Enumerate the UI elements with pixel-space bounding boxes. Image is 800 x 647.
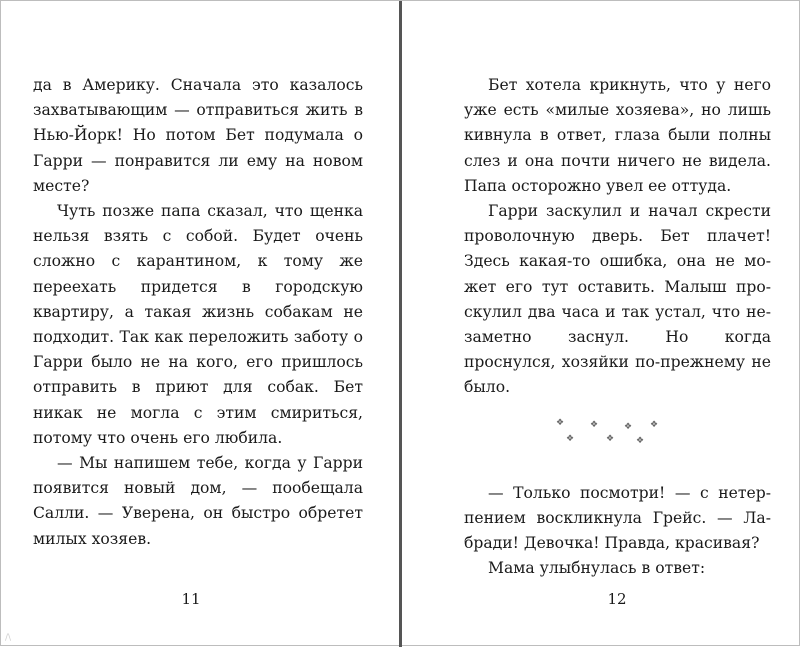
paw-print-icon: ❖	[556, 417, 565, 428]
paragraph: — Только посмотри! — с нетерпением воскликнула Грейс. — Лабради! Девочка! Правда, красивая?	[464, 483, 771, 553]
page-number: 12	[607, 590, 627, 608]
paragraph: Бет хотела крикнуть, что у него уже есть «милые хозяева», но лишь кивнула в ответ, глаза были полны слез и она почти ничего не видела. Папа осторожно увел ее оттуда.	[464, 76, 771, 195]
corner-mark: /\	[5, 633, 12, 643]
paw-print-icon: ❖	[624, 421, 633, 432]
paragraph: — Мы напишем тебе, когда у Гарри появится новый дом, — пообещала Салли. — Уверена, он быстро обретет милых хозяев.	[33, 454, 363, 548]
left-page-text	[33, 73, 363, 552]
paw-prints-icon	[464, 407, 771, 457]
paw-print-icon: ❖	[566, 433, 575, 444]
page-number: 11	[181, 590, 201, 608]
paragraph: Мама улыбнулась в ответ:	[488, 559, 706, 578]
paw-print-icon: ❖	[590, 419, 599, 430]
left-page	[1, 1, 399, 647]
paw-print-icon: ❖	[650, 419, 659, 430]
paw-print-icon: ❖	[606, 433, 615, 444]
paragraph: да в Америку. Сначала это казалось захватывающим — отправиться жить в Нью-Йорк! Но потом Бет подумала о Гарри — понравится ли ему на новом месте?	[33, 76, 363, 195]
right-page	[402, 1, 800, 647]
paragraph: Чуть позже папа сказал, что щенка нельзя взять с собой. Будет очень сложно с карантином, к тому же переехать придется в городскую квартиру, а такая жизнь собакам не подходит. Так как переложить заботу о Гарри было не на кого, его пришлось отправить в приют для собак. Бет никак не могла с этим смириться, потому что очень его любила.	[33, 202, 363, 447]
paragraph: Гарри заскулил и начал скрести проволочную дверь. Бет плачет! Здесь какая-то ошибка, она не может его тут оставить. Малыш проскулил два часа и так устал, что незаметно заснул. Но когда проснулся, хозяйки по-прежнему не было.	[464, 202, 771, 397]
paw-print-icon: ❖	[636, 435, 645, 446]
right-page-text	[464, 73, 771, 581]
